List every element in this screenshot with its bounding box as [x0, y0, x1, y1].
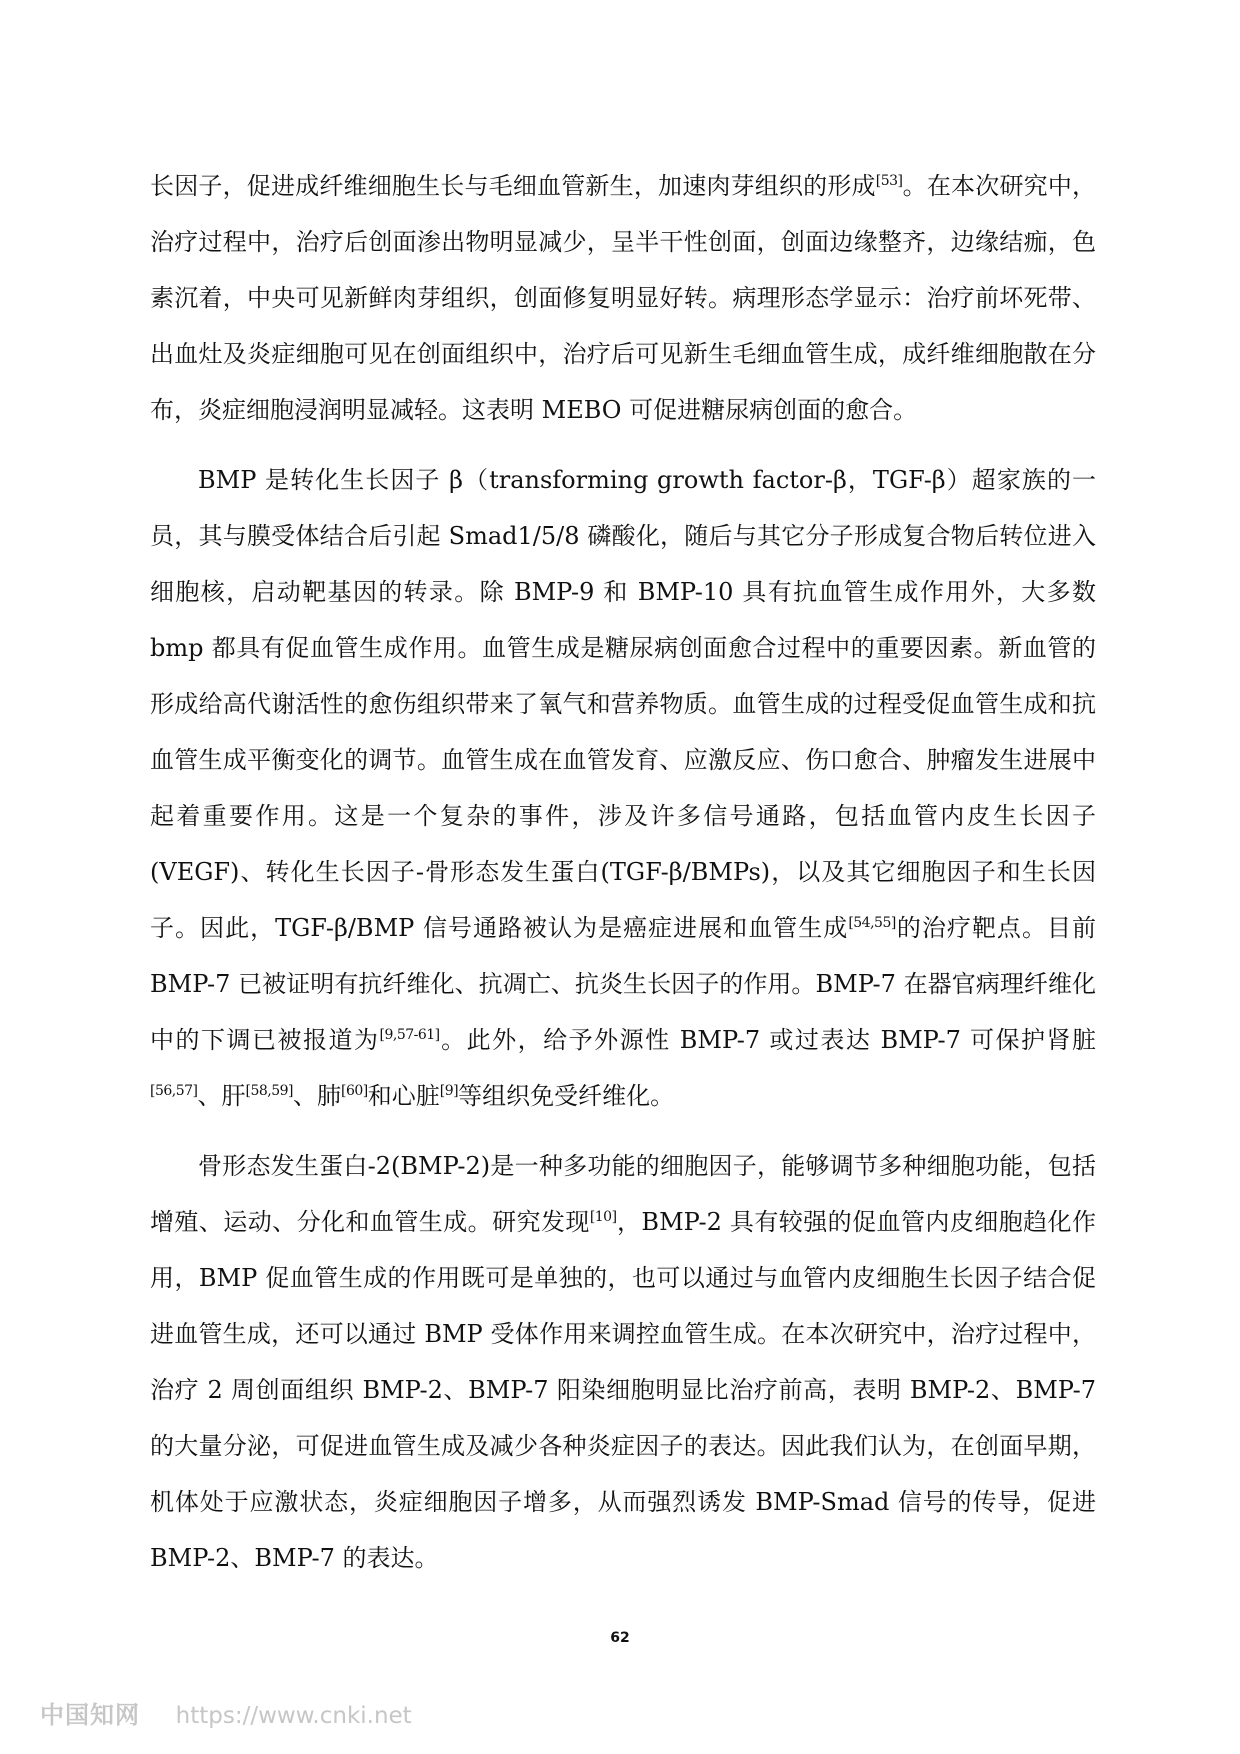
citation-superscript: [56,57] [150, 1083, 198, 1099]
paragraph-text-run: ，BMP-2 具有较强的促血管内皮细胞趋化作用，BMP 促血管生成的作用既可是单独的，也可以通过与血管内皮细胞生长因子结合促进血管生成，还可以通过 BMP 受体作用来调控血管生成。在本次研究中，治疗过程中，治疗 2 周创面组织 BMP-2、BMP-7 阳染细胞明显比治疗前高，表明 BMP-2、BMP-7 的大量分泌，可促进血管生成及减少各种炎症因子的表达。因此我们认为，在创面早期，机体处于应激状态，炎症细胞因子增多，从而强烈诱发 BMP-Smad 信号的传导，促进 BMP-2、BMP-7 的表达。 [150, 1208, 1096, 1572]
page-number: 62 [610, 1630, 630, 1646]
paragraph-text-run: 、肺 [293, 1082, 342, 1110]
citation-superscript: [60] [341, 1083, 368, 1099]
citation-superscript: [10] [589, 1209, 617, 1225]
paragraph-text-run: 骨形态发生蛋白-2(BMP-2)是一种多功能的细胞因子，能够调节多种细胞功能，包括增殖、运动、分化和血管生成。研究发现 [150, 1152, 1096, 1236]
paragraph-text-run: 的治疗靶点。目前 BMP-7 已被证明有抗纤维化、抗凋亡、抗炎生长因子的作用。BMP-7 在器官病理纤维化中的下调已被报道为 [150, 914, 1097, 1054]
citation-superscript: [54,55] [848, 915, 896, 931]
paragraph-text-run: 。在本次研究中，治疗过程中，治疗后创面渗出物明显减少，呈半干性创面，创面边缘整齐，边缘结痂，色素沉着，中央可见新鲜肉芽组织，创面修复明显好转。病理形态学显示：治疗前坏死带、出血灶及炎症细胞可见在创面组织中，治疗后可见新生毛细血管生成，成纤维细胞散在分布，炎症细胞浸润明显减轻。这表明 MEBO 可促进糖尿病创面的愈合。 [150, 172, 1097, 424]
paragraph-text-run: BMP 是转化生长因子 β（transforming growth factor-β，TGF-β）超家族的一员，其与膜受体结合后引起 Smad1/5/8 磷酸化，随后与其它分子形成复合物后转位进入细胞核，启动靶基因的转录。除 BMP-9 和 BMP-10 具有抗血管生成作用外，大多数 bmp 都具有促血管生成作用。血管生成是糖尿病创面愈合过程中的重要因素。新血管的形成给高代谢活性的愈伤组织带来了氧气和营养物质。血管生成的过程受促血管生成和抗血管生成平衡变化的调节。血管生成在血管发育、应激反应、伤口愈合、肿瘤发生进展中起着重要作用。这是一个复杂的事件，涉及许多信号通路，包括血管内皮生长因子(VEGF)、转化生长因子-骨形态发生蛋白(TGF-β/BMPs)，以及其它细胞因子和生长因子。因此，TGF-β/BMP 信号通路被认为是癌症进展和血管生成 [150, 466, 1096, 942]
paragraph-text-run: 和心脏 [367, 1082, 440, 1110]
paragraph-1 [150, 158, 1096, 438]
paragraph-text-run: 长因子，促进成纤维细胞生长与毛细血管新生，加速肉芽组织的形成 [150, 172, 876, 200]
paragraph-3 [150, 1138, 1096, 1586]
body-text [150, 158, 1096, 1586]
paragraph-2 [150, 452, 1096, 1124]
citation-superscript: [9,57-61] [379, 1027, 440, 1043]
cnki-watermark [40, 1695, 412, 1730]
citation-superscript: [9] [439, 1083, 459, 1099]
citation-superscript: [58,59] [245, 1083, 294, 1099]
cnki-url-text: https://www.cnki.net [175, 1703, 412, 1729]
paragraph-text-run: 。此外，给予外源性 BMP-7 或过表达 BMP-7 可保护肾脏 [439, 1026, 1096, 1054]
paragraph-text-run: 等组织免受纤维化。 [458, 1082, 675, 1110]
citation-superscript: [53] [875, 173, 903, 189]
paragraph-text-run: 、肝 [197, 1082, 246, 1110]
cnki-logo-text: 中国知网 [40, 1701, 140, 1729]
